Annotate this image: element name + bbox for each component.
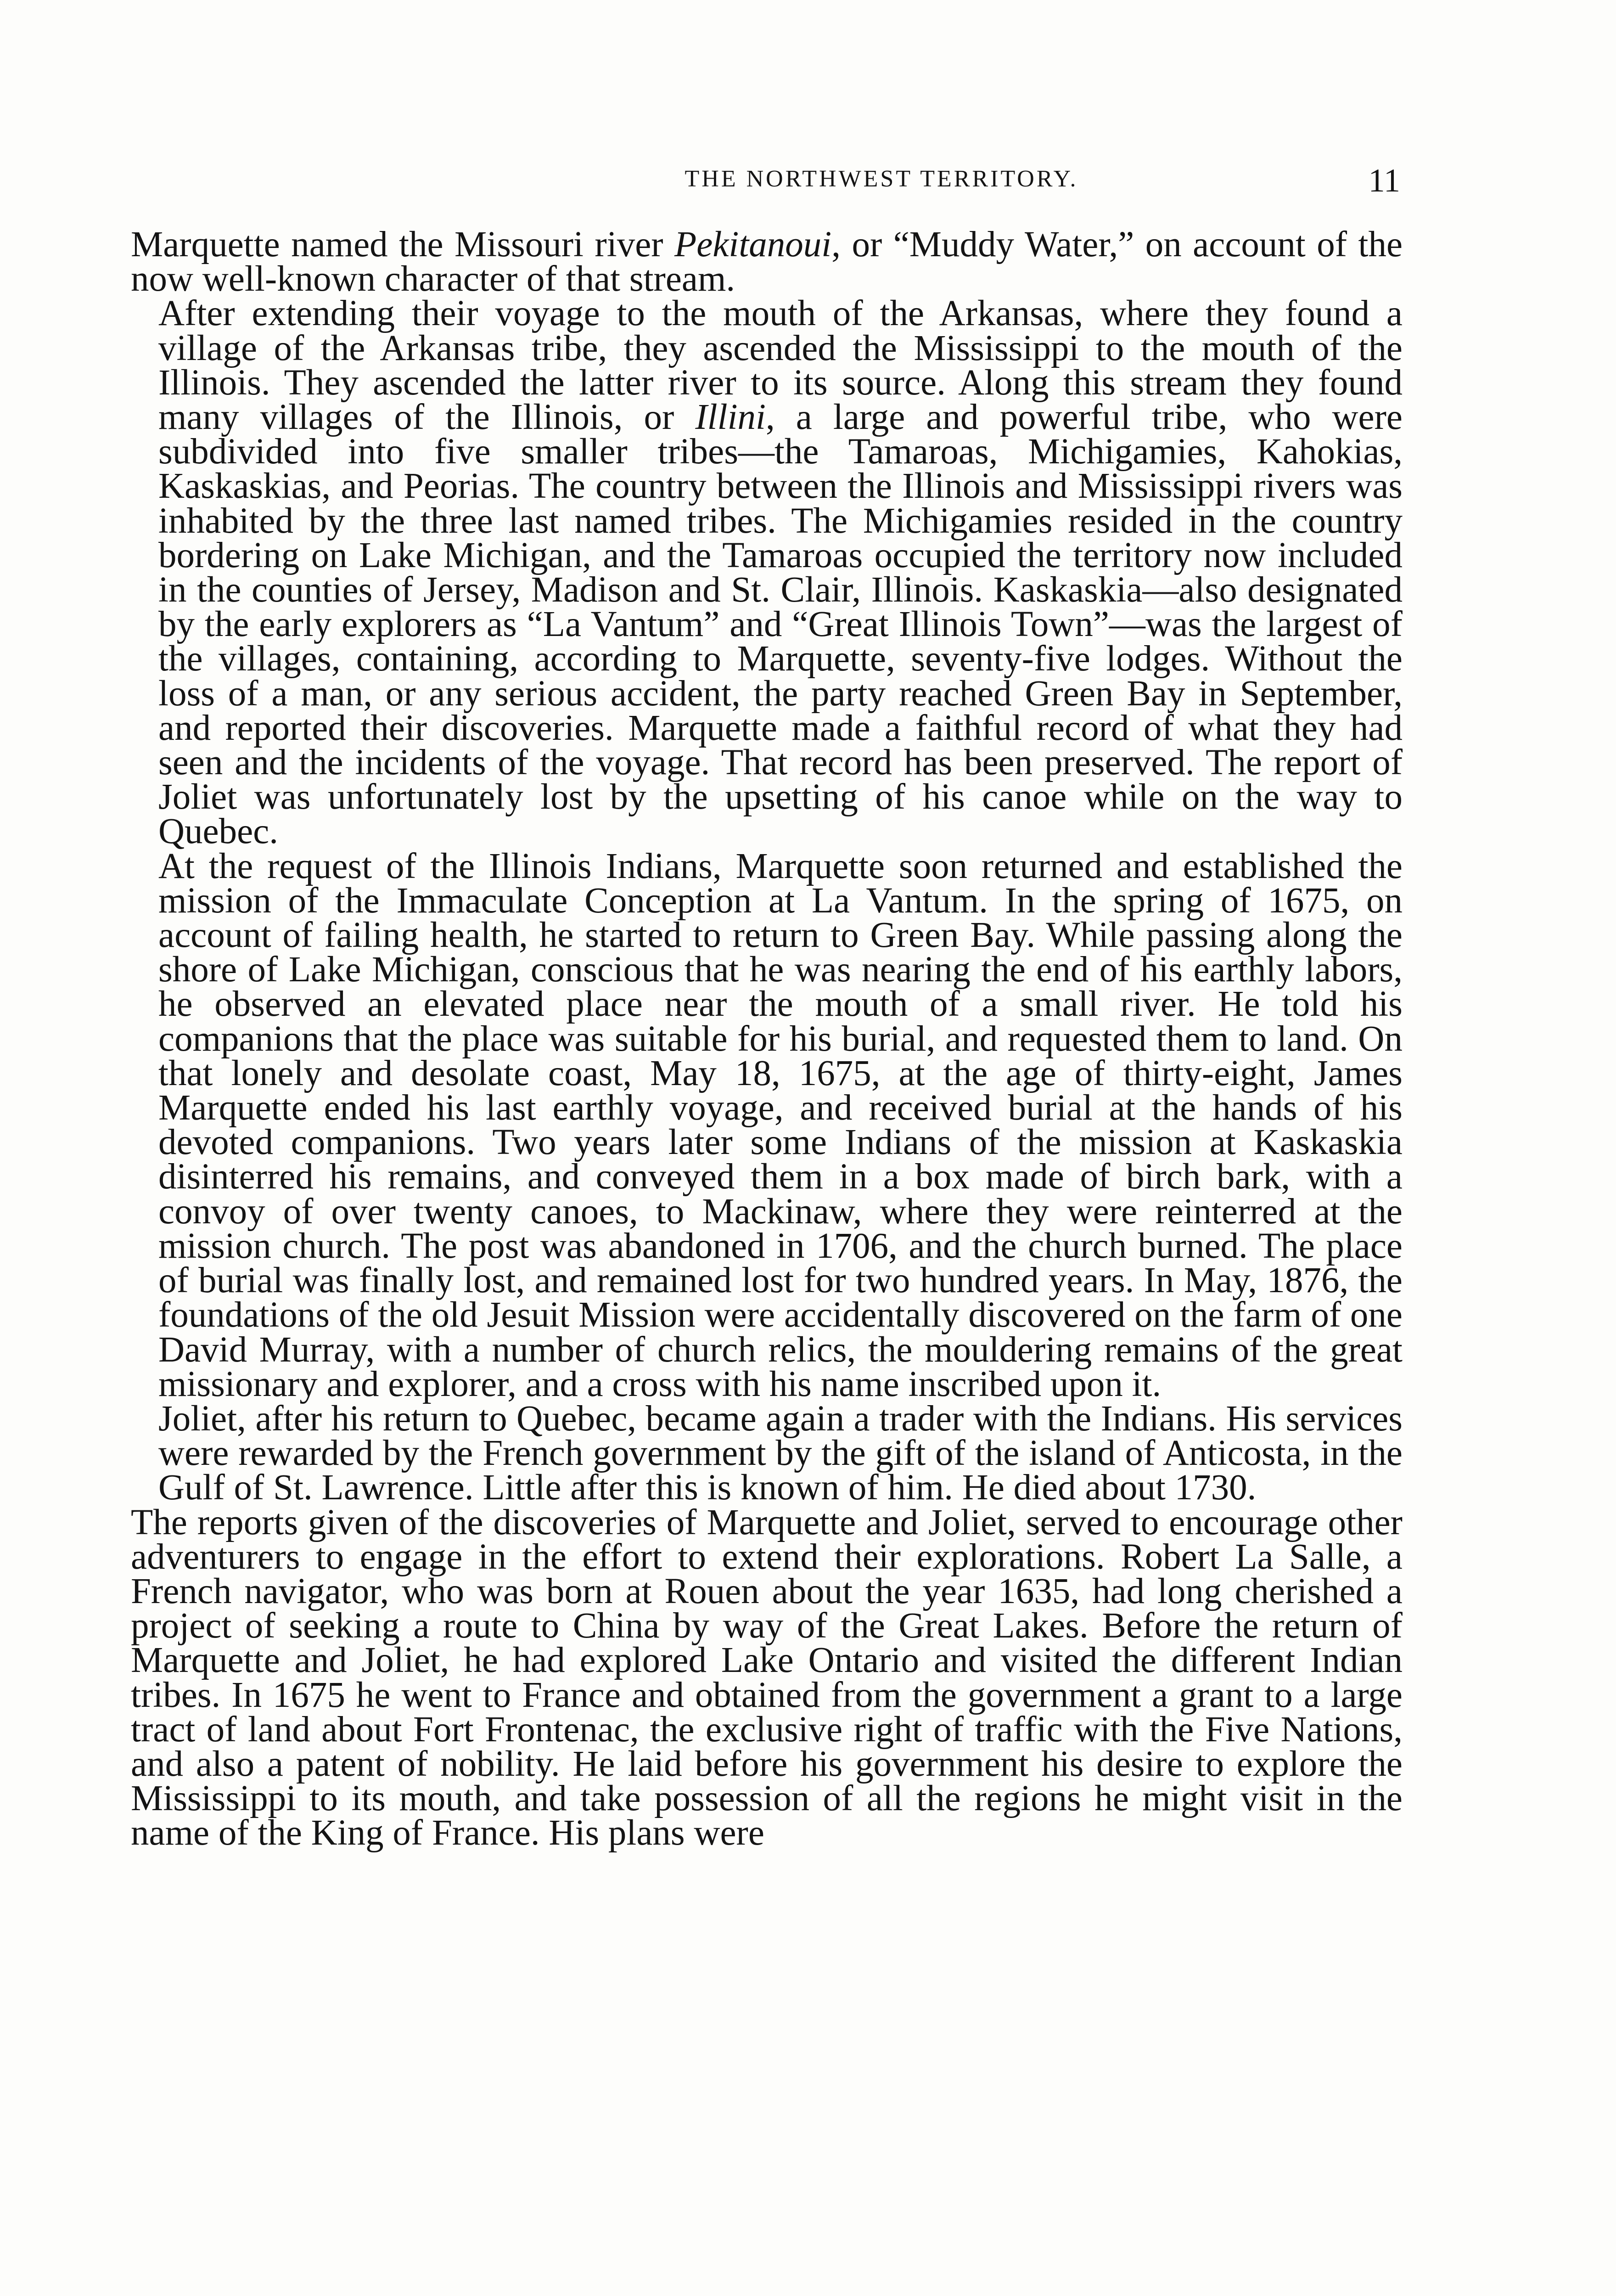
- paragraph-5: The reports given of the discoveries of Marquette and Joliet, served to encourage other adventurers to engage in the effort to extend their explorations. Robert La Salle, a French navigator, who was born at Rouen about the year 1635, had long cherished a project of seeking a route to China by way of the Great Lakes. Before the return of Marquette and Joliet, he had explored Lake Ontario and visited the different Indian tribes. In 1675 he went to France and obtained from the government a grant to a large tract of land about Fort Frontenac, the exclusive right of traffic with the Five Nations, and also a patent of nobility. He laid before his government his desire to explore the Mississippi to its mouth, and take possession of all the regions he might visit in the name of the King of France. His plans were: [131, 1502, 1403, 1853]
- paragraph-1-text-b: , or “Muddy Water,” on account of the now well-known character of that stream.: [131, 225, 1403, 299]
- paragraph-3: At the request of the Illinois Indians, Marquette soon returned and established the mission of the Immaculate Conception at La Vantum. In the spring of 1675, on account of failing health, he started to return to Green Bay. While passing along the shore of Lake Michigan, conscious that he was nearing the end of his earthly labors, he observed an elevated place near the mouth of a small river. He told his companions that the place was suitable for his burial, and requested them to land. On that lonely and desolate coast, May 18, 1675, at the age of thirty-eight, James Marquette ended his last earthly voyage, and received burial at the hands of his devoted companions. Two years later some Indians of the mission at Kaskaskia disinterred his remains, and conveyed them in a box made of birch bark, with a convoy of over twenty canoes, to Mackinaw, where they were reinterred at the mission church. The post was abandoned in 1706, and the church burned. The place of burial was finally lost, and remained lost for two hundred years. In May, 1876, the foundations of the old Jesuit Mission were accidentally discovered on the farm of one David Murray, with a number of church relics, the mouldering remains of the great missionary and explorer, and a cross with his name inscribed upon it.: [158, 846, 1403, 1404]
- paragraph-1-text-a: Marquette named the Missouri river: [131, 225, 675, 264]
- body-text: [131, 227, 1403, 1851]
- paragraph-2: [131, 293, 1403, 852]
- paragraph-1-italic-term: Pekitanoui: [674, 225, 832, 264]
- paragraph-2-text-a: After extending their voyage to the mouth of the Arkansas, where they found a village of the Arkansas tribe, they ascended the Mississippi to the mouth of the Illinois. They ascended the latter river to its source. Along this stream they found many villages of the Illinois, or: [158, 293, 1403, 438]
- paragraph-2-text-b: , a large and powerful tribe, who were subdivided into five smaller tribes—the Tamaroas, Michigamies, Kahokias, Kaskaskias, and Peorias. The country between the Illinois and Mississippi rivers was inhabited by the three last named tribes. The Michigamies resided in the country bordering on Lake Michigan, and the Tamaroas occupied the territory now included in the counties of Jersey, Madison and St. Clair, Illinois. Kaskaskia—also designated by the early explorers as “La Vantum” and “Great Illinois Town”—was the largest of the villages, containing, according to Marquette, seventy-five lodges. Without the loss of a man, or any serious accident, the party reached Green Bay in September, and reported their discoveries. Marquette made a faithful record of what they had seen and the incidents of the voyage. That record has been preserved. The report of Joliet was unfortunately lost by the upsetting of his canoe while on the way to Quebec.: [158, 397, 1403, 852]
- paragraph-4: Joliet, after his return to Quebec, became again a trader with the Indians. His services were rewarded by the French government by the gift of the island of Anticosta, in the Gulf of St. Lawrence. Little after this is known of him. He died about 1730.: [158, 1398, 1403, 1508]
- page-number: 11: [1368, 162, 1400, 199]
- paragraph-1: [131, 225, 1403, 299]
- running-head: THE NORTHWEST TERRITORY.: [685, 166, 1078, 192]
- paragraph-2-italic-term: Illini: [695, 397, 766, 438]
